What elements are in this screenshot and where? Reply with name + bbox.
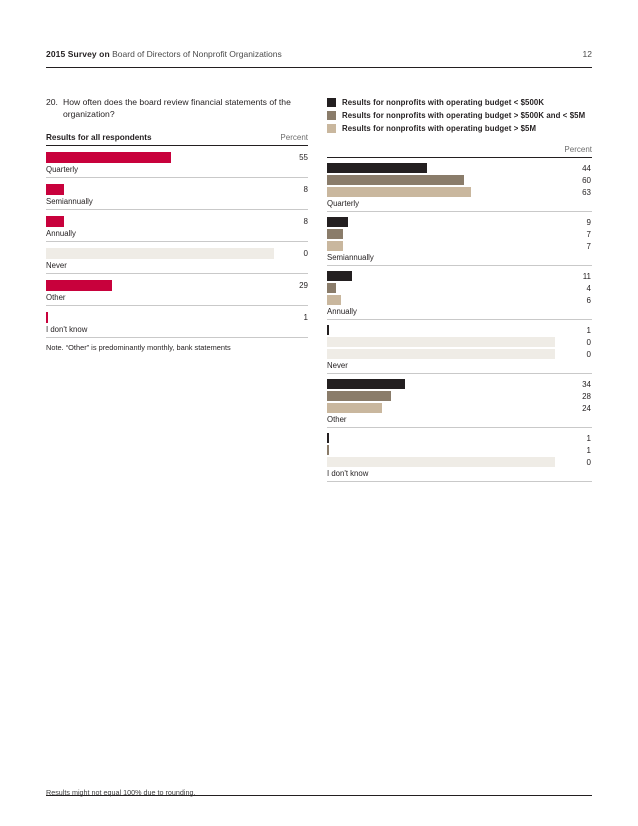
question-text: How often does the board review financial statements of the organization? bbox=[63, 97, 291, 119]
right-bar-track bbox=[327, 348, 555, 360]
right-bar-value: 0 bbox=[586, 457, 591, 467]
right-bar-series-brown bbox=[327, 175, 464, 185]
left-bar-track bbox=[46, 215, 274, 228]
left-chart bbox=[46, 133, 308, 352]
left-bar-track bbox=[46, 183, 274, 196]
right-chart-group bbox=[327, 320, 592, 374]
right-category-label: Never bbox=[327, 361, 348, 370]
right-bar-value: 28 bbox=[582, 391, 591, 401]
right-bar-value: 9 bbox=[586, 217, 591, 227]
right-bar-series-black bbox=[327, 217, 348, 227]
right-bar-series-black bbox=[327, 271, 352, 281]
legend-swatch-black-icon bbox=[327, 98, 336, 107]
left-bar bbox=[46, 216, 64, 227]
right-chart-axis-label: Percent bbox=[564, 145, 592, 154]
right-chart-row bbox=[327, 240, 592, 252]
right-chart-row bbox=[327, 294, 592, 306]
left-chart-group bbox=[46, 306, 308, 338]
right-bar-series-brown bbox=[327, 337, 555, 347]
legend-swatch-tan-icon bbox=[327, 124, 336, 133]
right-category-label: I don't know bbox=[327, 469, 369, 478]
right-bar-track bbox=[327, 282, 555, 294]
right-bar-track bbox=[327, 216, 555, 228]
right-bar-value: 63 bbox=[582, 187, 591, 197]
legend-item bbox=[327, 111, 592, 120]
right-chart-group bbox=[327, 158, 592, 212]
left-category-label: Annually bbox=[46, 229, 76, 238]
right-bar-track bbox=[327, 240, 555, 252]
left-category-label: Semiannually bbox=[46, 197, 93, 206]
right-bar-track bbox=[327, 228, 555, 240]
right-chart-group bbox=[327, 428, 592, 482]
right-bar-track bbox=[327, 294, 555, 306]
right-bar-series-tan bbox=[327, 187, 471, 197]
right-bar-track bbox=[327, 270, 555, 282]
right-chart-row bbox=[327, 282, 592, 294]
right-bar-track bbox=[327, 336, 555, 348]
left-bar bbox=[46, 184, 64, 195]
legend-item-label: Results for nonprofits with operating budget > $5M bbox=[342, 124, 537, 133]
legend-swatch-brown-icon bbox=[327, 111, 336, 120]
left-chart-note: Note. “Other” is predominantly monthly, bank statements bbox=[46, 343, 231, 352]
legend-item-label: Results for nonprofits with operating budget > $500K and < $5M bbox=[342, 111, 586, 120]
left-chart-group bbox=[46, 210, 308, 242]
right-bar-value: 60 bbox=[582, 175, 591, 185]
right-bar-value: 1 bbox=[586, 445, 591, 455]
right-bar-value: 11 bbox=[582, 271, 591, 281]
right-bar-series-black bbox=[327, 163, 427, 173]
left-category-label: I don't know bbox=[46, 325, 88, 334]
header-title-strong: 2015 Survey on bbox=[46, 49, 110, 59]
left-bar-track bbox=[46, 311, 274, 324]
left-bar-value: 8 bbox=[303, 217, 308, 226]
right-bar-value: 0 bbox=[586, 349, 591, 359]
legend-item bbox=[327, 124, 592, 133]
right-chart-row bbox=[327, 324, 592, 336]
left-bar bbox=[46, 312, 48, 323]
left-chart-row bbox=[46, 183, 308, 196]
left-bar-value: 55 bbox=[299, 153, 308, 162]
right-chart-row bbox=[327, 174, 592, 186]
right-chart-row bbox=[327, 270, 592, 282]
left-chart-row bbox=[46, 247, 308, 260]
right-chart-group bbox=[327, 266, 592, 320]
right-bar-series-tan bbox=[327, 349, 555, 359]
right-bar-track bbox=[327, 432, 555, 444]
header-title bbox=[46, 44, 282, 62]
footer-note: Results might not equal 100% due to rounding. bbox=[46, 788, 196, 797]
right-bar-track bbox=[327, 174, 555, 186]
left-bar-track bbox=[46, 279, 274, 292]
legend-item-label: Results for nonprofits with operating budget < $500K bbox=[342, 98, 545, 107]
right-chart-row bbox=[327, 216, 592, 228]
right-bar-series-black bbox=[327, 433, 329, 443]
page-number: 12 bbox=[582, 49, 592, 59]
right-bar-series-tan bbox=[327, 295, 341, 305]
right-bar-value: 34 bbox=[582, 379, 591, 389]
right-chart-row bbox=[327, 444, 592, 456]
right-bar-series-brown bbox=[327, 229, 343, 239]
question-block bbox=[46, 96, 308, 120]
header-title-rest: Board of Directors of Nonprofit Organizations bbox=[109, 49, 282, 59]
right-bar-value: 7 bbox=[586, 229, 591, 239]
right-bar-track bbox=[327, 456, 555, 468]
right-chart-row bbox=[327, 402, 592, 414]
right-chart-row bbox=[327, 432, 592, 444]
right-chart-row bbox=[327, 186, 592, 198]
left-category-label: Never bbox=[46, 261, 67, 270]
left-bar-value: 1 bbox=[303, 313, 308, 322]
right-chart bbox=[327, 145, 592, 482]
left-bar bbox=[46, 280, 112, 291]
right-category-label: Annually bbox=[327, 307, 357, 316]
right-chart-row bbox=[327, 456, 592, 468]
left-bar-value: 29 bbox=[299, 281, 308, 290]
right-chart-row bbox=[327, 228, 592, 240]
question-number: 20. bbox=[46, 97, 58, 107]
right-bar-value: 44 bbox=[582, 163, 591, 173]
left-chart-row bbox=[46, 279, 308, 292]
right-bar-track bbox=[327, 378, 555, 390]
right-bar-series-tan bbox=[327, 457, 555, 467]
right-chart-row bbox=[327, 348, 592, 360]
left-category-label: Quarterly bbox=[46, 165, 79, 174]
right-bar-series-tan bbox=[327, 403, 382, 413]
left-bar-value: 8 bbox=[303, 185, 308, 194]
right-bar-track bbox=[327, 186, 555, 198]
right-bar-track bbox=[327, 162, 555, 174]
right-bar-series-brown bbox=[327, 445, 329, 455]
right-bar-value: 0 bbox=[586, 337, 591, 347]
right-bar-value: 4 bbox=[586, 283, 591, 293]
page-header bbox=[46, 44, 592, 68]
left-chart-group bbox=[46, 146, 308, 178]
left-chart-axis-label: Percent bbox=[280, 133, 308, 142]
left-bar-value: 0 bbox=[303, 249, 308, 258]
left-chart-row bbox=[46, 215, 308, 228]
right-bar-series-black bbox=[327, 325, 329, 335]
left-category-label: Other bbox=[46, 293, 66, 302]
left-chart-group bbox=[46, 178, 308, 210]
left-bar-track bbox=[46, 151, 274, 164]
right-chart-row bbox=[327, 162, 592, 174]
right-category-label: Other bbox=[327, 415, 347, 424]
right-bar-series-tan bbox=[327, 241, 343, 251]
right-bar-series-black bbox=[327, 379, 405, 389]
right-chart-group bbox=[327, 212, 592, 266]
right-bar-value: 24 bbox=[582, 403, 591, 413]
right-chart-group bbox=[327, 374, 592, 428]
right-chart-row bbox=[327, 336, 592, 348]
left-chart-header bbox=[46, 133, 308, 146]
right-bar-track bbox=[327, 402, 555, 414]
left-bar bbox=[46, 248, 274, 259]
right-chart-row bbox=[327, 390, 592, 402]
left-chart-row bbox=[46, 151, 308, 164]
left-chart-group bbox=[46, 274, 308, 306]
right-bar-value: 6 bbox=[586, 295, 591, 305]
left-chart-row bbox=[46, 311, 308, 324]
legend-item bbox=[327, 98, 592, 107]
legend bbox=[327, 98, 592, 137]
page-footer bbox=[46, 788, 592, 800]
right-bar-series-brown bbox=[327, 283, 336, 293]
right-bar-value: 1 bbox=[586, 325, 591, 335]
left-bar-track bbox=[46, 247, 274, 260]
right-bar-track bbox=[327, 324, 555, 336]
right-chart-header bbox=[327, 145, 592, 158]
right-bar-value: 1 bbox=[586, 433, 591, 443]
right-bar-track bbox=[327, 390, 555, 402]
left-chart-group bbox=[46, 242, 308, 274]
left-chart-title: Results for all respondents bbox=[46, 133, 152, 142]
right-chart-row bbox=[327, 378, 592, 390]
right-bar-track bbox=[327, 444, 555, 456]
right-category-label: Quarterly bbox=[327, 199, 360, 208]
right-bar-series-brown bbox=[327, 391, 391, 401]
right-bar-value: 7 bbox=[586, 241, 591, 251]
left-bar bbox=[46, 152, 171, 163]
right-category-label: Semiannually bbox=[327, 253, 374, 262]
